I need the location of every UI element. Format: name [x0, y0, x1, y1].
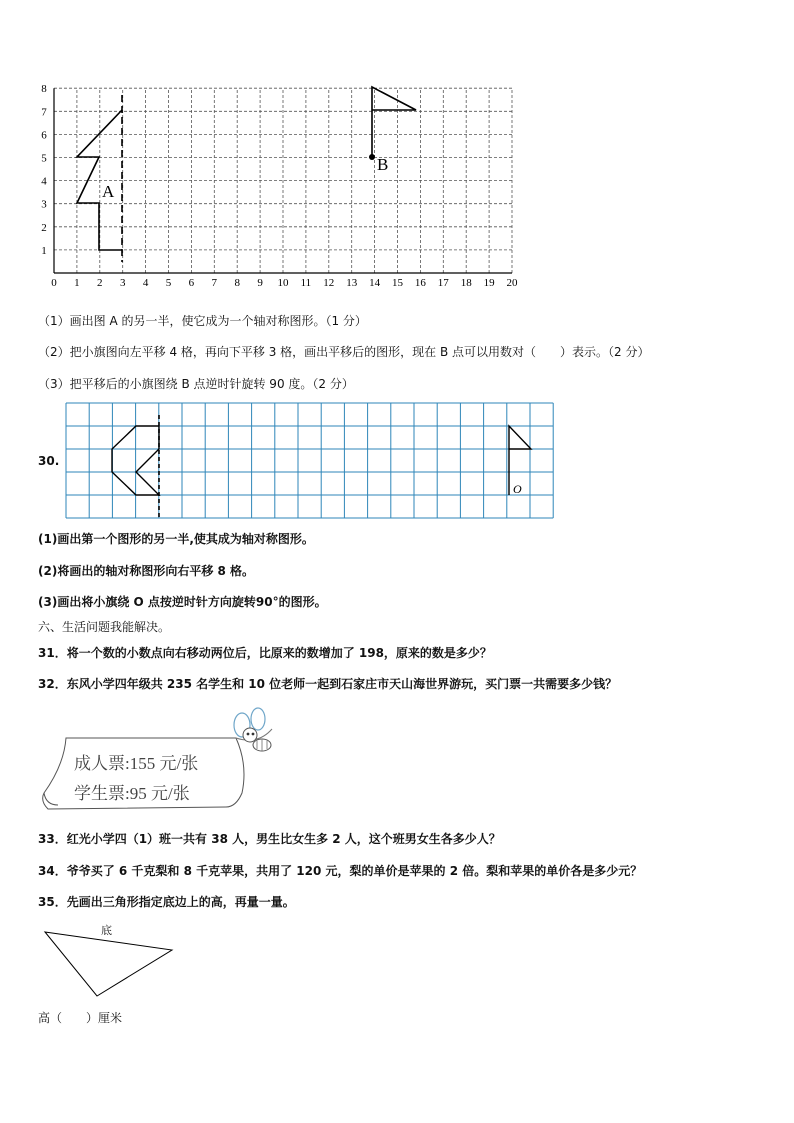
grid1-x-tick: 4 [142, 277, 149, 289]
q30-point-o-label: O [513, 482, 522, 496]
grid1-x-tick: 7 [211, 277, 218, 289]
question-33: 33．红光小学四（1）班一共有 38 人，男生比女生多 2 人，这个班男女生各多少人？ [38, 832, 501, 846]
adult-ticket-price: 成人票:155 元/张 [74, 754, 199, 773]
q30-grid [0, 395, 794, 525]
triangle-base-label: 底 [101, 924, 112, 937]
q29-part-1: （1）画出图 A 的另一半，使它成为一个轴对称图形。（1 分） [38, 314, 367, 328]
question-32: 32．东风小学四年级共 235 名学生和 10 位老师一起到石家庄市天山海世界游玩，买门票一共需要多少钱？ [38, 677, 618, 691]
grid1-x-tick: 19 [483, 277, 495, 289]
grid1-x-tick: 17 [437, 277, 449, 289]
question-35: 35．先画出三角形指定底边上的高，再量一量。 [38, 895, 295, 909]
q30-part-1: (1)画出第一个图形的另一半,使其成为轴对称图形。 [38, 532, 314, 546]
q30-part-3: (3)画出将小旗绕 O 点按逆时针方向旋转90°的图形。 [38, 595, 327, 609]
grid1-x-tick: 5 [165, 277, 172, 289]
grid1-x-tick: 14 [369, 277, 381, 289]
grid1-x-tick: 3 [119, 277, 126, 289]
grid1-y-tick: 7 [41, 106, 47, 119]
grid1-y-tick: 5 [41, 152, 47, 165]
grid1-x-tick: 11 [300, 277, 312, 289]
grid1-x-tick: 2 [97, 277, 103, 289]
coordinate-grid [0, 0, 794, 300]
grid1-x-tick: 6 [188, 277, 195, 289]
grid1-x-tick: 8 [234, 277, 240, 289]
grid1-x-tick: 0 [51, 277, 57, 289]
point-b-label: B [377, 155, 389, 174]
grid1-y-tick: 3 [41, 198, 47, 211]
section-6-title: 六、生活问题我能解决。 [38, 620, 171, 634]
student-ticket-price: 学生票:95 元/张 [74, 784, 190, 803]
bee-mascot-icon [234, 708, 271, 751]
grid1-x-tick: 1 [74, 277, 80, 289]
grid1-x-tick: 20 [506, 277, 518, 289]
grid1-y-tick: 6 [41, 129, 47, 142]
grid1-y-tick: 8 [41, 83, 47, 96]
grid1-y-tick: 1 [41, 244, 47, 257]
grid1-x-tick: 18 [460, 277, 472, 289]
figure-a-label: A [102, 182, 115, 201]
grid1-x-tick: 12 [323, 277, 335, 289]
q30-part-2: (2)将画出的轴对称图形向右平移 8 格。 [38, 564, 255, 578]
q29-part-2: （2）把小旗图向左平移 4 格，再向下平移 3 格，画出平移后的图形，现在 B 点可以用数对（ ）表示。（2 分） [38, 345, 650, 359]
point-b [369, 154, 375, 160]
grid1-y-tick: 4 [41, 175, 47, 188]
grid1-x-tick: 10 [277, 277, 289, 289]
grid1-x-tick: 9 [257, 277, 263, 289]
grid1-x-tick: 16 [414, 277, 426, 289]
question-34: 34．爷爷买了 6 千克梨和 8 千克苹果，共用了 120 元，梨的单价是苹果的 2 倍。梨和苹果的单价各是多少元？ [38, 864, 643, 878]
q30-number: 30. [38, 454, 60, 468]
grid1-x-tick: 15 [392, 277, 403, 289]
height-answer: 高（ ）厘米 [38, 1011, 123, 1025]
q29-part-3: （3）把平移后的小旗图绕 B 点逆时针旋转 90 度。（2 分） [38, 377, 354, 391]
question-31: 31．将一个数的小数点向右移动两位后，比原来的数增加了 198，原来的数是多少？ [38, 646, 492, 660]
grid1-y-tick: 2 [41, 221, 47, 234]
flag-b [372, 87, 416, 157]
grid1-x-tick: 13 [346, 277, 358, 289]
